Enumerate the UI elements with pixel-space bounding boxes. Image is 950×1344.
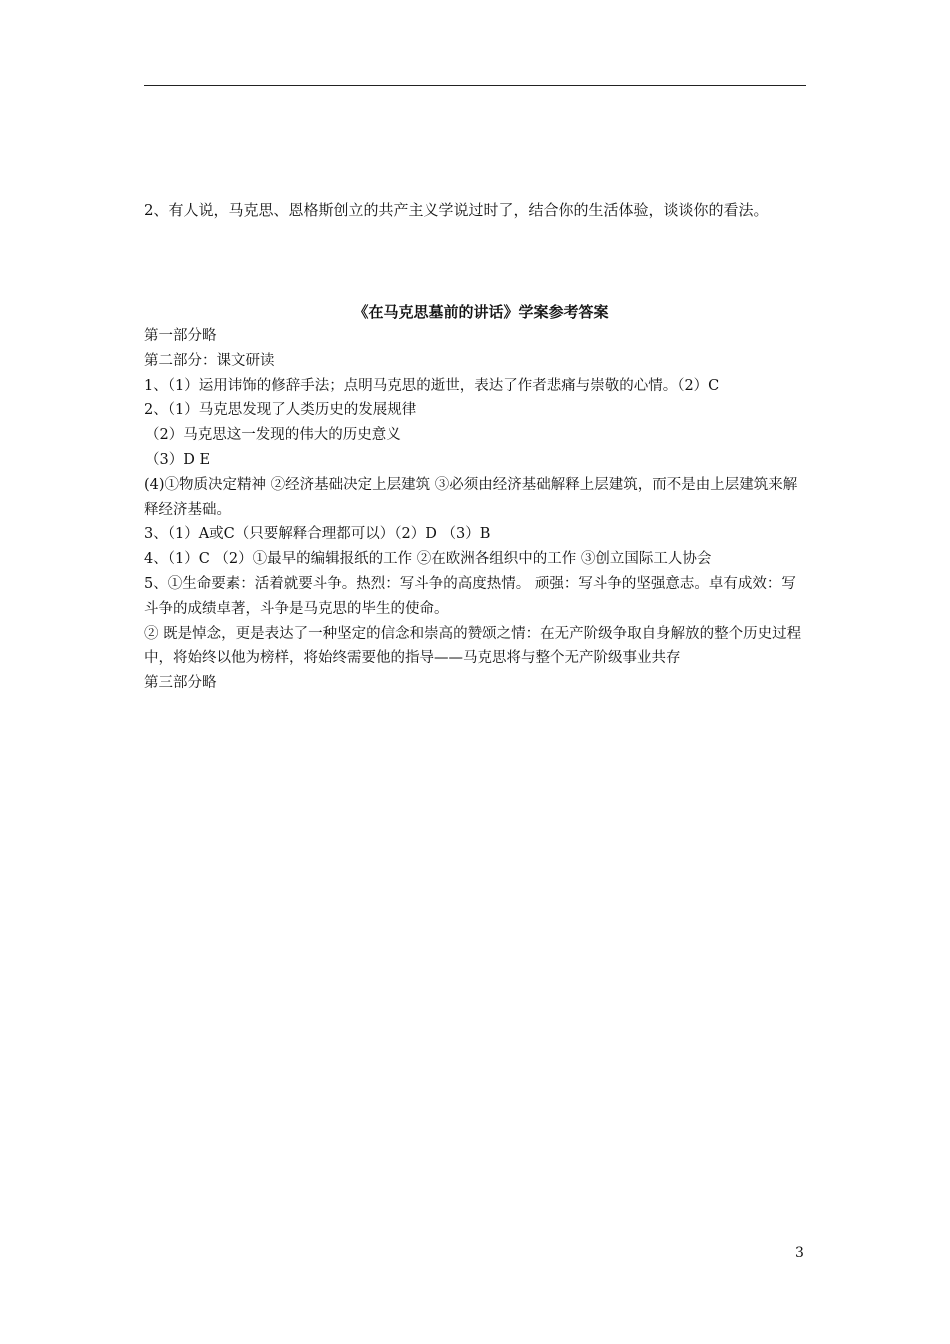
answer-key-section [144,300,808,696]
answer-item-5-1: 5、①生命要素：活着就要斗争。热烈：写斗争的高度热情。 顽强：写斗争的坚强意志。卓有成效：写斗争的成绩卓著，斗争是马克思的毕生的使命。 [144,575,796,617]
answer-part-1: 第一部分略 [144,328,217,344]
answer-item-1: 1、（1）运用讳饰的修辞手法；点明马克思的逝世，表达了作者悲痛与崇敬的心情。（2）C [144,377,720,394]
answer-item-5-2: ② 既是悼念，更是表达了一种坚定的信念和崇高的赞颂之情：在无产阶级争取自身解放的整个历史过程中，将始终以他为榜样，将始终需要他的指导——马克思将与整个无产阶级事业共存 [144,625,802,667]
question-2: 2、有人说，马克思、恩格斯创立的共产主义学说过时了，结合你的生活体验，谈谈你的看法。 [144,201,769,219]
answer-item-2-4: (4)①物质决定精神 ②经济基础决定上层建筑 ③必须由经济基础解释上层建筑，而不是由上层建筑来解释经济基础。 [144,476,798,518]
answer-key-title: 《在马克思墓前的讲话》学案参考答案 [353,303,609,321]
answer-part-3: 第三部分略 [144,675,217,692]
answer-line [144,85,806,86]
answer-item-4: 4、（1）C （2）①最早的编辑报纸的工作 ②在欧洲各组织中的工作 ③创立国际工人协会 [144,551,712,568]
answer-item-3: 3、（1）A或C（只要解释合理都可以）（2）D （3）B [144,526,491,543]
answer-part-2-heading: 第二部分：课文研读 [144,352,275,369]
page-number: 3 [795,1245,804,1261]
answer-item-2-2: （2）马克思这一发现的伟大的历史意义 [145,427,401,444]
answer-item-2-3: （3）D E [145,451,211,468]
answer-item-2-1: 2、（1）马克思发现了人类历史的发展规律 [144,402,417,419]
